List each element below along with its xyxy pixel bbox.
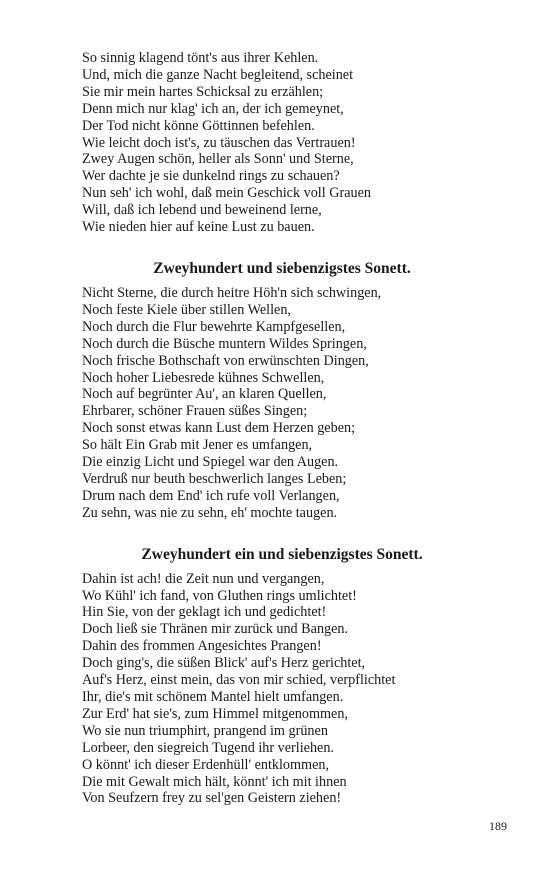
verse-line: Noch auf begrünter Au', an klaren Quellen, [82, 386, 327, 403]
page-number: 189 [489, 819, 507, 833]
verse-line: Hin Sie, von der geklagt ich und gedichtet! [82, 604, 327, 621]
verse-line: Will, daß ich lebend und beweinend lerne, [82, 202, 322, 219]
verse-line: Zwey Augen schön, heller als Sonn' und Sterne, [82, 151, 354, 168]
verse-line: Noch durch die Flur bewehrte Kampfgesellen, [82, 318, 346, 335]
sonnet-270-title: Zweyhundert und siebenzigstes Sonett. [153, 259, 411, 277]
verse-line: Und, mich die ganze Nacht begleitend, scheinet [82, 66, 354, 83]
sonnet-270 [82, 285, 512, 522]
verse-line: Nun seh' ich wohl, daß mein Geschick voll Grauen [82, 185, 371, 202]
verse-line: Lorbeer, den siegreich Tugend ihr verliehen. [82, 739, 334, 756]
verse-line: Doch ging's, die süßen Blick' auf's Herz gerichtet, [82, 655, 366, 672]
sonnet-271 [82, 571, 512, 808]
verse-line: Drum nach dem End' ich rufe voll Verlangen, [82, 487, 340, 504]
verse-line: Ihr, die's mit schönem Mantel hielt umfangen. [82, 689, 344, 705]
verse-line: Noch hoher Liebesrede kühnes Schwellen, [82, 369, 325, 386]
verse-line: Nicht Sterne, die durch heitre Höh'n sich schwingen, [82, 284, 382, 301]
verse-line: Der Tod nicht könne Göttinnen befehlen. [82, 117, 315, 134]
verse-line: Von Seufzern frey zu sel'gen Geistern ziehen! [82, 790, 342, 807]
verse-line: Zu sehn, was nie zu sehn, eh' mochte taugen. [82, 504, 338, 521]
sonnet-271-title: Zweyhundert ein und siebenzigstes Sonett. [141, 545, 423, 563]
verse-line: Denn mich nur klag' ich an, der ich gemeynet, [82, 100, 344, 117]
verse-line: Wie nieden hier auf keine Lust zu bauen. [82, 219, 315, 236]
verse-line: Wer dachte je sie dunkelnd rings zu schauen? [82, 168, 340, 185]
verse-line: Verdruß nur beuth beschwerlich langes Leben; [82, 470, 347, 487]
verse-line: So sinnig klagend tönt's aus ihrer Kehlen. [82, 50, 319, 66]
verse-line: O könnt' ich dieser Erdenhüll' entklommen, [82, 756, 330, 773]
verse-line: Dahin ist ach! die Zeit nun und vergangen, [82, 570, 325, 587]
verse-line: Die mit Gewalt mich hält, könnt' ich mit ihnen [82, 773, 347, 790]
verse-line: Noch durch die Büsche muntern Wildes Springen, [82, 335, 367, 352]
verse-line: Auf's Herz, einst mein, das von mir schied, verpflichtet [82, 672, 396, 689]
verse-line: Die einzig Licht und Spiegel war den Augen. [82, 454, 339, 471]
verse-line: Zur Erd' hat sie's, zum Himmel mitgenommen, [82, 705, 348, 722]
verse-line: Doch ließ sie Thränen mir zurück und Bangen. [82, 621, 349, 638]
page-body [82, 50, 512, 807]
intro-stanza [82, 50, 512, 236]
verse-line: So hält Ein Grab mit Jener es umfangen, [82, 437, 313, 454]
verse-line: Noch sonst etwas kann Lust dem Herzen geben; [82, 420, 356, 437]
verse-line: Dahin des frommen Angesichtes Prangen! [82, 638, 322, 655]
verse-line: Wo sie nun triumphirt, prangend im grünen [82, 722, 328, 739]
verse-line: Wie leicht doch ist's, zu täuschen das Vertrauen! [82, 134, 356, 151]
verse-line: Noch feste Kiele über stillen Wellen, [82, 301, 291, 318]
verse-line: Ehrbarer, schöner Frauen süßes Singen; [82, 403, 308, 420]
verse-line: Wo Kühl' ich fand, von Gluthen rings umlichtet! [82, 587, 357, 604]
verse-line: Sie mir mein hartes Schicksal zu erzählen; [82, 83, 324, 100]
verse-line: Noch frische Bothschaft von erwünschten Dingen, [82, 352, 369, 369]
